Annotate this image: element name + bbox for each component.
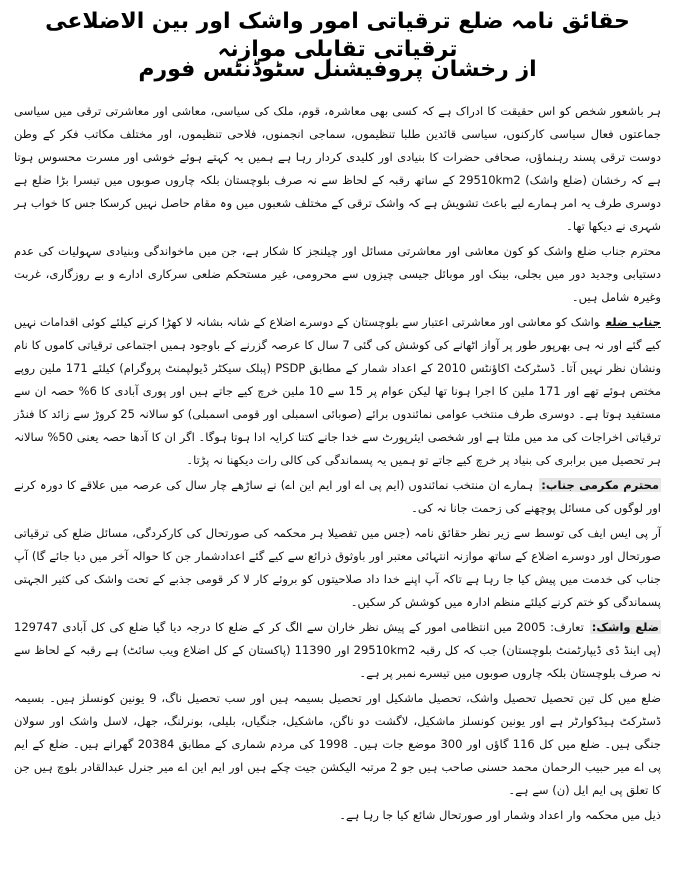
article-body [14, 100, 661, 829]
paragraph-district-intro-text: تعارف: 2005 میں انتظامی امور کے پیش نظر خاران سے الگ کر کے ضلع کا درجہ دیا گیا ضلع کی کل آبادی 129747 (پی اینڈ ڈی ڈیپارٹمنٹ بلوچستان) جب کہ کل رقبہ 29510km2 اور 11390 (پاکستان کے کل اضلاع ویب سائٹ) ہے رقبہ کے لحاظ سے نہ صرف بلوچستان بلکہ چاروں صوبوں میں تیسرے نمبر پر ہے۔ [14, 620, 661, 680]
paragraph-development [14, 311, 661, 472]
paragraph-administrative: ضلع میں کل تین تحصیل تحصیل واشک، تحصیل ماشکیل اور تحصیل بسیمہ ہیں اور سب تحصیل ناگ، 9 یونین کونسلز ہیں۔ بسیمہ ڈسٹرکٹ ہیڈکوارٹر ہے اور یونین کونسلز ماشکیل، لاگشت دو ناگن، ماشکیل، جنگیاں، بلیلی، بونرلنگ، جھل، لاسل واشک اور سولان جنگی ہیں۔ ضلع میں کل 116 گاؤں اور 300 موضع جات ہیں۔ 1998 کی مردم شماری کے مطابق 20384 گھرانے ہیں۔ ضلع کے ایم پی اے میر حبیب الرحمان محمد حسنی صاحب ہیں جو 2 مرتبہ الیکشن جیت چکے ہیں اور ایم این اے میر جنرل عبدالقادر بلوچ ہیں جن کا تعلق پی ایم ایل (ن) سے ہے۔ [14, 691, 661, 797]
paragraph-representatives [14, 474, 661, 520]
paragraph-intro: ہر باشعور شخص کو اس حقیقت کا ادراک ہے کہ کسی بھی معاشرہ، قوم، ملک کی سیاسی، معاشی اور معاشرتی ترقی میں سیاسی جماعتوں فعال سیاسی کارکنوں، سیاسی قائدین طلبا تنظیموں، سماجی انجمنوں، فلاحی تنظیموں، اور مختلف مکاتب فکر کے وطن دوست ترقی پسند رہنماؤں، صحافی حضرات کا بنیادی اور کلیدی کردار رہا ہے ہمیں یہ کہتے ہوئے خوشی اور مسرت محسوس ہوتا ہے کہ رخشان (ضلع واشک) 29510km2 کے ساتھ رقبہ کے لحاظ سے نہ صرف بلوچستان بلکہ چاروں صوبوں میں تیسرا بڑا ضلع ہے دوسری طرف یہ امر ہمارے لیے باعث تشویش ہے کہ واشک ترقی کے مختلف شعبوں میں وہ مقام حاصل نہیں کرسکا جس کا خواب ہر شہری نے دیکھا تھا۔ [14, 104, 661, 233]
paragraph-fact-sheet: آر پی ایس ایف کی توسط سے زیر نظر حقائق نامہ (جس میں تفصیلا ہر محکمہ کی صورتحال کی کارکردگی، مسائل ضلع کی ترقیاتی صورتحال اور دوسرے اضلاع کے ساتھ موازنہ انتہائی معتبر اور باوثوق ذرائع سے کیے گئے اعدادشمار جن کا حوالہ آخر میں دیا جائے گا) آپ جناب کی خدمت میں پیش کیا جا رہا ہے تاکہ آپ اپنے خدا داد صلاحیتوں کو بروئے کار لا کر قومی جذبے کے تحت واشک کی کثیر الجہتی پسماندگی کو ختم کرنے کیلئے منظم ادارہ میں کوشش کر سکیں۔ [14, 526, 661, 609]
paragraph-district-intro-lead: ضلع واشک: [591, 620, 659, 634]
paragraph-problems: محترم جناب ضلع واشک کو کون معاشی اور معاشرتی مسائل اور چیلنجز کا شکار ہے، جن میں ماخواندگی وبنیادی سہولیات کی عدم دستیابی وجدید دور میں بجلی، بینک اور موبائل جیسی چیزوں سے محرومی، غیر مستحکم ضلعی سرکاری ادارے و بے روزگاری، غربت وغیرہ شامل ہیں۔ [14, 244, 661, 304]
title-line-1: حقائق نامہ ضلع ترقیاتی امور واشک اور بین الاضلاعی ترقیاتی تقابلی موازنہ [45, 9, 630, 62]
paragraph-development-lead: جناب ضلع [605, 315, 661, 329]
paragraph-district-intro [14, 616, 661, 685]
title-line-2: از رخشان پروفیشنل سٹوڈنٹس فورم [138, 57, 537, 82]
paragraph-representatives-text: ہمارے ان منتخب نمائندوں (ایم پی اے اور ایم این اے) نے ساڑھے چار سال کی عرصہ میں علاقے کا دورہ کرنے اور لوگوں کی مسائل پوچھنے کی زحمت جانا نہ کی۔ [14, 478, 661, 515]
paragraph-representatives-lead: محترم مکرمی جناب: [541, 478, 659, 492]
paragraph-development-text: واشک کو معاشی اور معاشرتی اعتبار سے بلوچستان کے دوسرے اضلاع کے شانہ بشانہ لا کھڑا کرنے کیلئے کوئی اقدامات نہیں کیے گئے اور نہ ہی بھرپور طور پر آواز اٹھانے کی کوشش کی گئی 7 سال کا عرصہ گزرنے کے باوجود ہمیں اجتماعی ترقیاتی کاموں کا نام ونشان نظر نہیں آتا۔ ڈسٹرکٹ اکاؤنٹس 2010 کے اعداد شمار کے مطابق PSDP (پبلک سیکٹر ڈیولپمنٹ پروگرام) کیلئے 171 ملین روپے مختص ہوئے تھے اور 171 ملین کا اجرا ہونا تھا لیکن عوام پر 15 سے 10 ملین خرچ کیے جاتے ہیں اور پوری آبادی کا 6% حصہ ان سے مستفید ہوتا ہے۔ دوسری طرف منتخب عوامی نمائندوں برائے (صوبائی اسمبلی اور قومی اسمبلی) کو سالانہ 25 کروڑ سے زائد کا فنڈز ترقیاتی اخراجات کی مد میں ملتا ہے اور شخصی ایئرپورٹ سے خدا جانے کتنا کرایہ ادا ہوتا ہوگا۔ اگر ان کا آدھا حصہ یعنی 50% سالانہ ہر تحصیل میں برابری کی بنیاد پر خرچ کیے جاتے تو ہمیں یہ پسماندگی کی کالی رات دیکھنا نہ پڑتا۔ [14, 315, 662, 467]
paragraph-footer-note: ذیل میں محکمہ وار اعداد وشمار اور صورتحال شائع کیا جا رہا ہے۔ [339, 808, 661, 822]
